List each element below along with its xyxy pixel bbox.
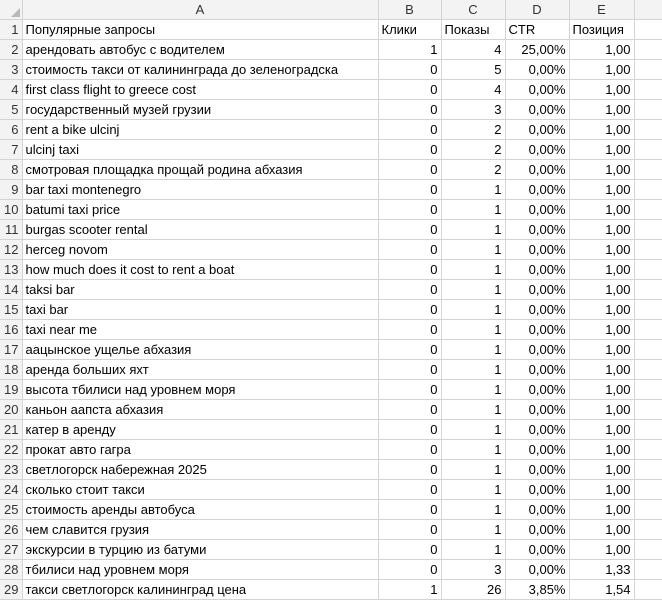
cell-position[interactable]: 1,00 bbox=[569, 200, 634, 220]
cell-ctr[interactable]: CTR bbox=[505, 20, 569, 40]
cell-empty[interactable] bbox=[634, 20, 662, 40]
table-row bbox=[0, 340, 662, 360]
cell-clicks[interactable]: 0 bbox=[378, 480, 441, 500]
cell-clicks[interactable]: 0 bbox=[378, 160, 441, 180]
row-header[interactable]: 11 bbox=[0, 220, 22, 240]
cell-position[interactable]: 1,00 bbox=[569, 380, 634, 400]
table-row bbox=[0, 360, 662, 380]
cell-impressions[interactable]: 1 bbox=[441, 300, 505, 320]
cell-ctr[interactable]: 0,00% bbox=[505, 300, 569, 320]
cell-ctr[interactable]: 0,00% bbox=[505, 220, 569, 240]
row-header[interactable]: 29 bbox=[0, 580, 22, 600]
cell-ctr[interactable]: 0,00% bbox=[505, 400, 569, 420]
cell-impressions[interactable]: 1 bbox=[441, 280, 505, 300]
cell-ctr[interactable]: 0,00% bbox=[505, 80, 569, 100]
cell-clicks[interactable]: 0 bbox=[378, 260, 441, 280]
cell-empty[interactable] bbox=[634, 80, 662, 100]
row-header[interactable]: 3 bbox=[0, 60, 22, 80]
row-header[interactable]: 17 bbox=[0, 340, 22, 360]
cell-impressions[interactable]: 3 bbox=[441, 560, 505, 580]
row-header[interactable]: 19 bbox=[0, 380, 22, 400]
cell-position[interactable]: 1,00 bbox=[569, 100, 634, 120]
cell-empty[interactable] bbox=[634, 60, 662, 80]
table-row bbox=[0, 460, 662, 480]
row-header[interactable]: 24 bbox=[0, 480, 22, 500]
cell-query[interactable]: bar taxi montenegro bbox=[22, 180, 378, 200]
row-header[interactable]: 13 bbox=[0, 260, 22, 280]
cell-impressions[interactable]: 1 bbox=[441, 500, 505, 520]
table-row bbox=[0, 160, 662, 180]
table-row bbox=[0, 200, 662, 220]
cell-query[interactable]: taksi bar bbox=[22, 280, 378, 300]
cell-empty[interactable] bbox=[634, 160, 662, 180]
cell-position[interactable]: 1,00 bbox=[569, 140, 634, 160]
cell-impressions[interactable]: 1 bbox=[441, 320, 505, 340]
column-header-f[interactable] bbox=[634, 0, 662, 20]
cell-impressions[interactable]: 1 bbox=[441, 180, 505, 200]
cell-query[interactable]: смотровая площадка прощай родина абхазия bbox=[22, 160, 378, 180]
cell-impressions[interactable]: 1 bbox=[441, 520, 505, 540]
cell-impressions[interactable]: 3 bbox=[441, 100, 505, 120]
cell-clicks[interactable]: 0 bbox=[378, 180, 441, 200]
cell-ctr[interactable]: 0,00% bbox=[505, 560, 569, 580]
cell-impressions[interactable]: 2 bbox=[441, 160, 505, 180]
row-header[interactable]: 21 bbox=[0, 420, 22, 440]
cell-empty[interactable] bbox=[634, 100, 662, 120]
cell-empty[interactable] bbox=[634, 200, 662, 220]
cell-position[interactable]: 1,00 bbox=[569, 520, 634, 540]
table-row bbox=[0, 580, 662, 600]
cell-position[interactable]: 1,00 bbox=[569, 400, 634, 420]
cell-query[interactable]: стоимость аренды автобуса bbox=[22, 500, 378, 520]
cell-empty[interactable] bbox=[634, 440, 662, 460]
cell-ctr[interactable]: 0,00% bbox=[505, 160, 569, 180]
cell-impressions[interactable]: 1 bbox=[441, 480, 505, 500]
cell-impressions[interactable]: 4 bbox=[441, 40, 505, 60]
cell-query[interactable]: каньон аапста абхазия bbox=[22, 400, 378, 420]
cell-clicks[interactable]: 0 bbox=[378, 440, 441, 460]
cell-impressions[interactable]: 1 bbox=[441, 200, 505, 220]
table-row bbox=[0, 380, 662, 400]
cell-empty[interactable] bbox=[634, 180, 662, 200]
cell-query[interactable]: аренда больших яхт bbox=[22, 360, 378, 380]
cell-ctr[interactable]: 0,00% bbox=[505, 320, 569, 340]
cell-position[interactable]: 1,00 bbox=[569, 120, 634, 140]
cell-empty[interactable] bbox=[634, 460, 662, 480]
cell-position[interactable]: 1,00 bbox=[569, 260, 634, 280]
cell-position[interactable]: 1,00 bbox=[569, 280, 634, 300]
cell-query[interactable]: ulcinj taxi bbox=[22, 140, 378, 160]
cell-clicks[interactable]: 0 bbox=[378, 80, 441, 100]
cell-query[interactable]: burgas scooter rental bbox=[22, 220, 378, 240]
cell-clicks[interactable]: 0 bbox=[378, 120, 441, 140]
cell-position[interactable]: 1,00 bbox=[569, 540, 634, 560]
cell-clicks[interactable]: 0 bbox=[378, 560, 441, 580]
row-header[interactable]: 7 bbox=[0, 140, 22, 160]
cell-empty[interactable] bbox=[634, 320, 662, 340]
table-row bbox=[0, 560, 662, 580]
table-row bbox=[0, 60, 662, 80]
cell-clicks[interactable]: 0 bbox=[378, 500, 441, 520]
cell-query[interactable]: taxi near me bbox=[22, 320, 378, 340]
row-header[interactable]: 20 bbox=[0, 400, 22, 420]
cell-empty[interactable] bbox=[634, 340, 662, 360]
row-header[interactable]: 25 bbox=[0, 500, 22, 520]
row-header[interactable]: 27 bbox=[0, 540, 22, 560]
table-row bbox=[0, 480, 662, 500]
cell-position[interactable]: 1,00 bbox=[569, 460, 634, 480]
cell-impressions[interactable]: 1 bbox=[441, 420, 505, 440]
cell-ctr[interactable]: 3,85% bbox=[505, 580, 569, 600]
table-row bbox=[0, 540, 662, 560]
cell-clicks[interactable]: 0 bbox=[378, 340, 441, 360]
cell-ctr[interactable]: 0,00% bbox=[505, 480, 569, 500]
cell-query[interactable]: аацынское ущелье абхазия bbox=[22, 340, 378, 360]
table-row bbox=[0, 100, 662, 120]
cell-ctr[interactable]: 0,00% bbox=[505, 420, 569, 440]
cell-query[interactable]: прокат авто гагра bbox=[22, 440, 378, 460]
cell-impressions[interactable]: Показы bbox=[441, 20, 505, 40]
cell-position[interactable]: 1,00 bbox=[569, 320, 634, 340]
cell-empty[interactable] bbox=[634, 520, 662, 540]
row-header[interactable]: 9 bbox=[0, 180, 22, 200]
cell-query[interactable]: Популярные запросы bbox=[22, 20, 378, 40]
cell-position[interactable]: 1,00 bbox=[569, 220, 634, 240]
cell-impressions[interactable]: 4 bbox=[441, 80, 505, 100]
cell-empty[interactable] bbox=[634, 140, 662, 160]
cell-empty[interactable] bbox=[634, 500, 662, 520]
cell-query[interactable]: арендовать автобус с водителем bbox=[22, 40, 378, 60]
cell-empty[interactable] bbox=[634, 420, 662, 440]
cell-ctr[interactable]: 0,00% bbox=[505, 500, 569, 520]
cell-ctr[interactable]: 0,00% bbox=[505, 460, 569, 480]
cell-impressions[interactable]: 2 bbox=[441, 140, 505, 160]
table-row bbox=[0, 20, 662, 40]
row-header[interactable]: 16 bbox=[0, 320, 22, 340]
table-row bbox=[0, 240, 662, 260]
cell-empty[interactable] bbox=[634, 480, 662, 500]
table-row bbox=[0, 400, 662, 420]
cell-impressions[interactable]: 2 bbox=[441, 120, 505, 140]
row-header[interactable]: 26 bbox=[0, 520, 22, 540]
cell-ctr[interactable]: 0,00% bbox=[505, 60, 569, 80]
table-row bbox=[0, 120, 662, 140]
cell-impressions[interactable]: 1 bbox=[441, 340, 505, 360]
cell-ctr[interactable]: 0,00% bbox=[505, 180, 569, 200]
cell-ctr[interactable]: 0,00% bbox=[505, 100, 569, 120]
cell-position[interactable]: 1,00 bbox=[569, 480, 634, 500]
cell-impressions[interactable]: 1 bbox=[441, 220, 505, 240]
cell-clicks[interactable]: 0 bbox=[378, 140, 441, 160]
cell-query[interactable]: светлогорск набережная 2025 bbox=[22, 460, 378, 480]
row-header[interactable]: 23 bbox=[0, 460, 22, 480]
table-row bbox=[0, 520, 662, 540]
cell-query[interactable]: how much does it cost to rent a boat bbox=[22, 260, 378, 280]
cell-ctr[interactable]: 0,00% bbox=[505, 260, 569, 280]
cell-clicks[interactable]: 0 bbox=[378, 540, 441, 560]
select-all-corner[interactable] bbox=[0, 0, 22, 20]
cell-impressions[interactable]: 1 bbox=[441, 460, 505, 480]
cell-impressions[interactable]: 1 bbox=[441, 240, 505, 260]
cell-position[interactable]: Позиция bbox=[569, 20, 634, 40]
cell-ctr[interactable]: 0,00% bbox=[505, 360, 569, 380]
cell-position[interactable]: 1,00 bbox=[569, 440, 634, 460]
cell-ctr[interactable]: 0,00% bbox=[505, 380, 569, 400]
cell-position[interactable]: 1,00 bbox=[569, 240, 634, 260]
cell-impressions[interactable]: 1 bbox=[441, 440, 505, 460]
row-header[interactable]: 2 bbox=[0, 40, 22, 60]
column-header-row bbox=[0, 0, 662, 20]
row-header[interactable]: 5 bbox=[0, 100, 22, 120]
cell-clicks[interactable]: 0 bbox=[378, 400, 441, 420]
cell-impressions[interactable]: 1 bbox=[441, 380, 505, 400]
row-header[interactable]: 10 bbox=[0, 200, 22, 220]
row-header[interactable]: 12 bbox=[0, 240, 22, 260]
cell-empty[interactable] bbox=[634, 580, 662, 600]
cell-query[interactable]: государственный музей грузии bbox=[22, 100, 378, 120]
cell-position[interactable]: 1,00 bbox=[569, 300, 634, 320]
cell-empty[interactable] bbox=[634, 380, 662, 400]
row-header[interactable]: 18 bbox=[0, 360, 22, 380]
table-row bbox=[0, 420, 662, 440]
cell-position[interactable]: 1,00 bbox=[569, 340, 634, 360]
cell-clicks[interactable]: 1 bbox=[378, 40, 441, 60]
cell-clicks[interactable]: 0 bbox=[378, 200, 441, 220]
table-row bbox=[0, 140, 662, 160]
cell-empty[interactable] bbox=[634, 220, 662, 240]
cell-query[interactable]: тбилиси над уровнем моря bbox=[22, 560, 378, 580]
table-row bbox=[0, 300, 662, 320]
column-header-e[interactable]: E bbox=[569, 0, 634, 20]
cell-query[interactable]: стоимость такси от калининграда до зеленоградска bbox=[22, 60, 378, 80]
cell-ctr[interactable]: 0,00% bbox=[505, 440, 569, 460]
cell-query[interactable]: first class flight to greece cost bbox=[22, 80, 378, 100]
grid-body bbox=[0, 20, 662, 600]
cell-clicks[interactable]: 0 bbox=[378, 60, 441, 80]
row-header[interactable]: 28 bbox=[0, 560, 22, 580]
cell-ctr[interactable]: 0,00% bbox=[505, 540, 569, 560]
cell-query[interactable]: сколько стоит такси bbox=[22, 480, 378, 500]
cell-query[interactable]: такси светлогорск калининград цена bbox=[22, 580, 378, 600]
cell-query[interactable]: чем славится грузия bbox=[22, 520, 378, 540]
cell-empty[interactable] bbox=[634, 360, 662, 380]
cell-position[interactable]: 1,00 bbox=[569, 420, 634, 440]
cell-position[interactable]: 1,00 bbox=[569, 60, 634, 80]
cell-empty[interactable] bbox=[634, 560, 662, 580]
row-header[interactable]: 4 bbox=[0, 80, 22, 100]
row-header[interactable]: 22 bbox=[0, 440, 22, 460]
cell-clicks[interactable]: 0 bbox=[378, 100, 441, 120]
cell-query[interactable]: экскурсии в турцию из батуми bbox=[22, 540, 378, 560]
cell-clicks[interactable]: Клики bbox=[378, 20, 441, 40]
cell-ctr[interactable]: 0,00% bbox=[505, 280, 569, 300]
cell-query[interactable]: высота тбилиси над уровнем моря bbox=[22, 380, 378, 400]
row-header[interactable]: 1 bbox=[0, 20, 22, 40]
cell-impressions[interactable]: 5 bbox=[441, 60, 505, 80]
cell-ctr[interactable]: 0,00% bbox=[505, 200, 569, 220]
cell-empty[interactable] bbox=[634, 540, 662, 560]
cell-query[interactable]: taxi bar bbox=[22, 300, 378, 320]
cell-clicks[interactable]: 0 bbox=[378, 460, 441, 480]
cell-position[interactable]: 1,00 bbox=[569, 80, 634, 100]
cell-query[interactable]: катер в аренду bbox=[22, 420, 378, 440]
cell-impressions[interactable]: 26 bbox=[441, 580, 505, 600]
table-row bbox=[0, 280, 662, 300]
cell-clicks[interactable]: 0 bbox=[378, 420, 441, 440]
cell-position[interactable]: 1,33 bbox=[569, 560, 634, 580]
cell-impressions[interactable]: 1 bbox=[441, 400, 505, 420]
cell-clicks[interactable]: 1 bbox=[378, 580, 441, 600]
cell-empty[interactable] bbox=[634, 300, 662, 320]
cell-ctr[interactable]: 0,00% bbox=[505, 520, 569, 540]
cell-empty[interactable] bbox=[634, 280, 662, 300]
table-row bbox=[0, 220, 662, 240]
table-row bbox=[0, 260, 662, 280]
cell-ctr[interactable]: 0,00% bbox=[505, 140, 569, 160]
cell-empty[interactable] bbox=[634, 240, 662, 260]
row-header[interactable]: 6 bbox=[0, 120, 22, 140]
cell-impressions[interactable]: 1 bbox=[441, 540, 505, 560]
cell-clicks[interactable]: 0 bbox=[378, 220, 441, 240]
cell-query[interactable]: batumi taxi price bbox=[22, 200, 378, 220]
table-row bbox=[0, 80, 662, 100]
cell-ctr[interactable]: 0,00% bbox=[505, 120, 569, 140]
column-header-c[interactable]: C bbox=[441, 0, 505, 20]
table-row bbox=[0, 500, 662, 520]
table-row bbox=[0, 180, 662, 200]
cell-clicks[interactable]: 0 bbox=[378, 380, 441, 400]
table-row bbox=[0, 40, 662, 60]
column-header-b[interactable]: B bbox=[378, 0, 441, 20]
cell-position[interactable]: 1,00 bbox=[569, 360, 634, 380]
cell-clicks[interactable]: 0 bbox=[378, 520, 441, 540]
row-header[interactable]: 8 bbox=[0, 160, 22, 180]
cell-empty[interactable] bbox=[634, 400, 662, 420]
cell-position[interactable]: 1,00 bbox=[569, 180, 634, 200]
cell-empty[interactable] bbox=[634, 40, 662, 60]
cell-position[interactable]: 1,00 bbox=[569, 500, 634, 520]
cell-clicks[interactable]: 0 bbox=[378, 360, 441, 380]
cell-clicks[interactable]: 0 bbox=[378, 240, 441, 260]
cell-ctr[interactable]: 25,00% bbox=[505, 40, 569, 60]
cell-query[interactable]: herceg novom bbox=[22, 240, 378, 260]
cell-position[interactable]: 1,00 bbox=[569, 160, 634, 180]
cell-impressions[interactable]: 1 bbox=[441, 360, 505, 380]
row-header[interactable]: 14 bbox=[0, 280, 22, 300]
cell-empty[interactable] bbox=[634, 260, 662, 280]
cell-ctr[interactable]: 0,00% bbox=[505, 340, 569, 360]
row-header[interactable]: 15 bbox=[0, 300, 22, 320]
cell-clicks[interactable]: 0 bbox=[378, 300, 441, 320]
column-header-d[interactable]: D bbox=[505, 0, 569, 20]
table-row bbox=[0, 440, 662, 460]
cell-clicks[interactable]: 0 bbox=[378, 320, 441, 340]
cell-ctr[interactable]: 0,00% bbox=[505, 240, 569, 260]
cell-empty[interactable] bbox=[634, 120, 662, 140]
cell-impressions[interactable]: 1 bbox=[441, 260, 505, 280]
cell-clicks[interactable]: 0 bbox=[378, 280, 441, 300]
cell-query[interactable]: rent a bike ulcinj bbox=[22, 120, 378, 140]
column-header-a[interactable]: A bbox=[22, 0, 378, 20]
cell-position[interactable]: 1,00 bbox=[569, 40, 634, 60]
table-row bbox=[0, 320, 662, 340]
cell-position[interactable]: 1,54 bbox=[569, 580, 634, 600]
